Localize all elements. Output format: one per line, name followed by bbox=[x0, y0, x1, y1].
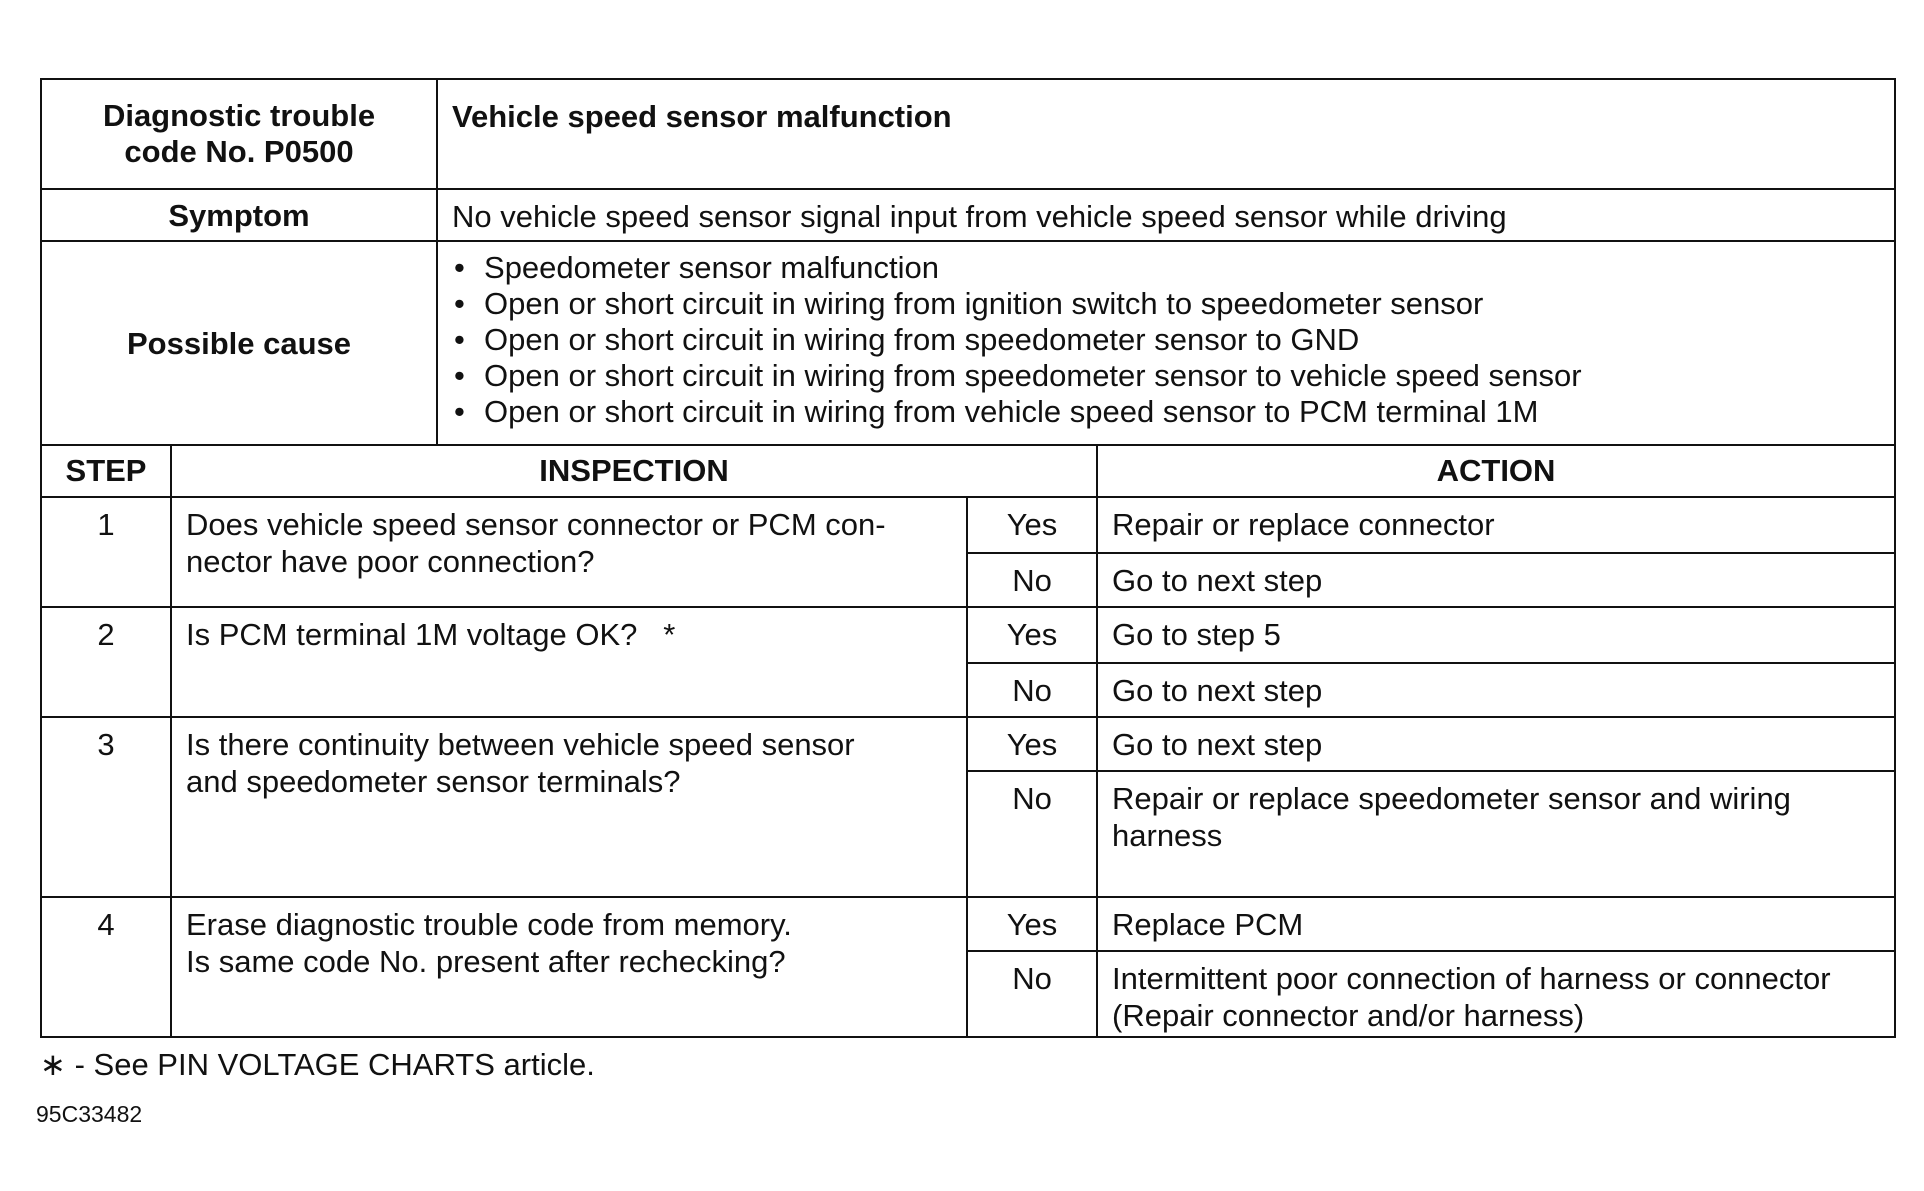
step-number: 2 bbox=[41, 607, 171, 717]
footnote: ∗ - See PIN VOLTAGE CHARTS article. bbox=[40, 1047, 595, 1082]
action-line: Go to next step bbox=[1112, 563, 1323, 598]
column-header-row bbox=[41, 445, 1895, 497]
dtc-row bbox=[41, 79, 1895, 189]
action-line: (Repair connector and/or harness) bbox=[1112, 998, 1585, 1033]
figure-id: 95C33482 bbox=[36, 1101, 143, 1127]
step-column-header: STEP bbox=[41, 445, 171, 497]
step-3-yes-row bbox=[41, 717, 1895, 771]
possible-cause-item: • Open or short circuit in wiring from speedometer sensor to vehicle speed sensor bbox=[468, 358, 1880, 394]
step-2-inspection bbox=[171, 607, 967, 717]
possible-cause-label: Possible cause bbox=[41, 241, 437, 445]
action-line: Go to next step bbox=[1112, 673, 1323, 708]
inspection-line: Is PCM terminal 1M voltage OK? * bbox=[186, 617, 676, 652]
dtc-label-cell bbox=[41, 79, 437, 189]
inspection-line: Is there continuity between vehicle speed sensor bbox=[186, 727, 855, 762]
yes-label: Yes bbox=[967, 897, 1097, 951]
possible-cause-row bbox=[41, 241, 1895, 445]
action-column-header: ACTION bbox=[1097, 445, 1895, 497]
dtc-title: Vehicle speed sensor malfunction bbox=[437, 79, 1895, 189]
yes-label: Yes bbox=[967, 497, 1097, 553]
step-4-yes-row bbox=[41, 897, 1895, 951]
no-action bbox=[1097, 771, 1895, 897]
inspection-line: Does vehicle speed sensor connector or PCM con- bbox=[186, 507, 886, 542]
action-line: harness bbox=[1112, 818, 1223, 853]
action-line: Intermittent poor connection of harness or connector bbox=[1112, 961, 1831, 996]
no-label: No bbox=[967, 951, 1097, 1037]
step-1-yes-row bbox=[41, 497, 1895, 553]
dtc-label-line1: Diagnostic trouble bbox=[102, 98, 376, 133]
possible-cause-list bbox=[452, 250, 1880, 430]
action-line: Repair or replace speedometer sensor and wiring bbox=[1112, 781, 1791, 816]
yes-action bbox=[1097, 497, 1895, 553]
yes-action bbox=[1097, 717, 1895, 771]
yes-label: Yes bbox=[967, 607, 1097, 663]
possible-cause-item: • Speedometer sensor malfunction bbox=[468, 250, 1880, 286]
inspection-line: Erase diagnostic trouble code from memory. bbox=[186, 907, 792, 942]
action-line: Go to step 5 bbox=[1112, 617, 1281, 652]
yes-action bbox=[1097, 897, 1895, 951]
step-1-inspection bbox=[171, 497, 967, 607]
yes-action bbox=[1097, 607, 1895, 663]
inspection-line: nector have poor connection? bbox=[186, 544, 595, 579]
dtc-label-line2: code No. P0500 bbox=[124, 134, 354, 169]
symptom-label: Symptom bbox=[41, 189, 437, 241]
symptom-text: No vehicle speed sensor signal input from vehicle speed sensor while driving bbox=[437, 189, 1895, 241]
step-2-yes-row bbox=[41, 607, 1895, 663]
inspection-column-header: INSPECTION bbox=[171, 445, 1097, 497]
no-action bbox=[1097, 663, 1895, 717]
possible-cause-item: • Open or short circuit in wiring from ignition switch to speedometer sensor bbox=[468, 286, 1880, 322]
possible-cause-list-cell bbox=[437, 241, 1895, 445]
symptom-row bbox=[41, 189, 1895, 241]
possible-cause-item: • Open or short circuit in wiring from speedometer sensor to GND bbox=[468, 322, 1880, 358]
no-action bbox=[1097, 553, 1895, 607]
action-line: Go to next step bbox=[1112, 727, 1323, 762]
possible-cause-item: • Open or short circuit in wiring from vehicle speed sensor to PCM terminal 1M bbox=[468, 394, 1880, 430]
diagnostic-table bbox=[40, 78, 1896, 1038]
action-line: Replace PCM bbox=[1112, 907, 1304, 942]
no-label: No bbox=[967, 553, 1097, 607]
step-number: 3 bbox=[41, 717, 171, 897]
step-4-inspection bbox=[171, 897, 967, 1037]
no-label: No bbox=[967, 663, 1097, 717]
no-label: No bbox=[967, 771, 1097, 897]
action-line: Repair or replace connector bbox=[1112, 507, 1495, 542]
yes-label: Yes bbox=[967, 717, 1097, 771]
inspection-line: and speedometer sensor terminals? bbox=[186, 764, 681, 799]
step-3-inspection bbox=[171, 717, 967, 897]
step-number: 4 bbox=[41, 897, 171, 1037]
no-action bbox=[1097, 951, 1895, 1037]
inspection-line: Is same code No. present after rechecking? bbox=[186, 944, 786, 979]
step-number: 1 bbox=[41, 497, 171, 607]
